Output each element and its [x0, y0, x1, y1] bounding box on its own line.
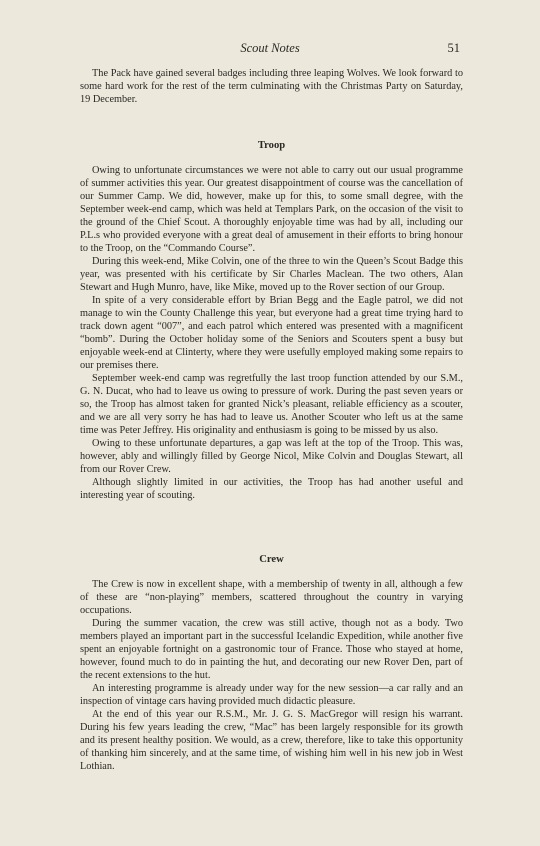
page-number: 51 [447, 41, 460, 55]
crew-section [80, 553, 463, 773]
running-title: Scout Notes [240, 41, 300, 55]
paragraph: At the end of this year our R.S.M., Mr. J. G. S. MacGregor will resign his warrant. During his few years leading the crew, “Mac” has been largely responsible for its growth and its present healthy position. We would, as a crew, therefore, like to take this opportunity of thanking him sincerely, and at the same time, of wishing him well in his new job in West Lothian. [80, 709, 463, 772]
paragraph: In spite of a very considerable effort by Brian Begg and the Eagle patrol, we did not manage to win the County Challenge this year, but everyone had a great time trying hard to track down agent “007”, and each patrol which entered was presented with a magnificent “bomb”. During the October holiday some of the Seniors and Scouters spent a busy but enjoyable week-end at Clinterty, where they were usefully employed making some repairs to our premises there. [80, 295, 463, 371]
paragraph: During this week-end, Mike Colvin, one of the three to win the Queen’s Scout Badge this year, was presented with his certificate by Sir Charles Maclean. The two others, Alan Stewart and Hugh Munro, have, like Mike, moved up to the Rover section of our Group. [80, 256, 463, 293]
intro-section [80, 67, 463, 106]
troop-section [80, 139, 463, 502]
paragraph: The Pack have gained several badges including three leaping Wolves. We look forward to some hard work for the rest of the term culminating with the Christmas Party on Saturday, 19 December. [80, 68, 463, 105]
paragraph: The Crew is now in excellent shape, with a membership of twenty in all, although a few of these are “non-playing” members, scattered throughout the country in varying occupations. [80, 579, 463, 616]
page-header [80, 41, 460, 57]
paragraph: An interesting programme is already under way for the new session—a car rally and an inspection of vintage cars having provided much didactic pleasure. [80, 683, 463, 707]
paragraph: Although slightly limited in our activities, the Troop has had another useful and interesting year of scouting. [80, 477, 463, 501]
paragraph: Owing to unfortunate circumstances we were not able to carry out our usual programme of summer activities this year. Our greatest disappointment of course was the cancellation of our Summer Camp. We did, however, make up for this, to some small degree, with the September week-end camp, which was held at Templars Park, on the occasion of the visit to the ground of the Chief Scout. A thoroughly enjoyable time was had by all, including our P.L.s who provided everyone with a great deal of amusement in their efforts to bring honour to the Troop, on the “Commando Course”. [80, 165, 463, 254]
paragraph: Owing to these unfortunate departures, a gap was left at the top of the Troop. This was, however, ably and willingly filled by George Nicol, Mike Colvin and Douglas Stewart, all from our Rover Crew. [80, 438, 463, 475]
section-heading-troop: Troop [257, 140, 286, 151]
section-heading-crew: Crew [259, 554, 284, 565]
paragraph: September week-end camp was regretfully the last troop function attended by our S.M., G. N. Ducat, who had to leave us owing to pressure of work. During the past seven years or so, the Troop has almost taken for granted Nick’s pleasant, reliable efficiency as a scouter, and we are all very sorry he has had to leave us. Another Scouter who left us at the same time was Peter Jeffrey. His originality and enthusiasm is going to be missed by us also. [80, 373, 463, 436]
paragraph: During the summer vacation, the crew was still active, though not as a body. Two members played an important part in the successful Icelandic Expedition, while another five spent an enjoyable fortnight on a gastronomic tour of France. Those who stayed at home, however, found much to do in painting the hut, and decorating our new Rover Den, part of the recent extensions to the hut. [80, 618, 463, 681]
